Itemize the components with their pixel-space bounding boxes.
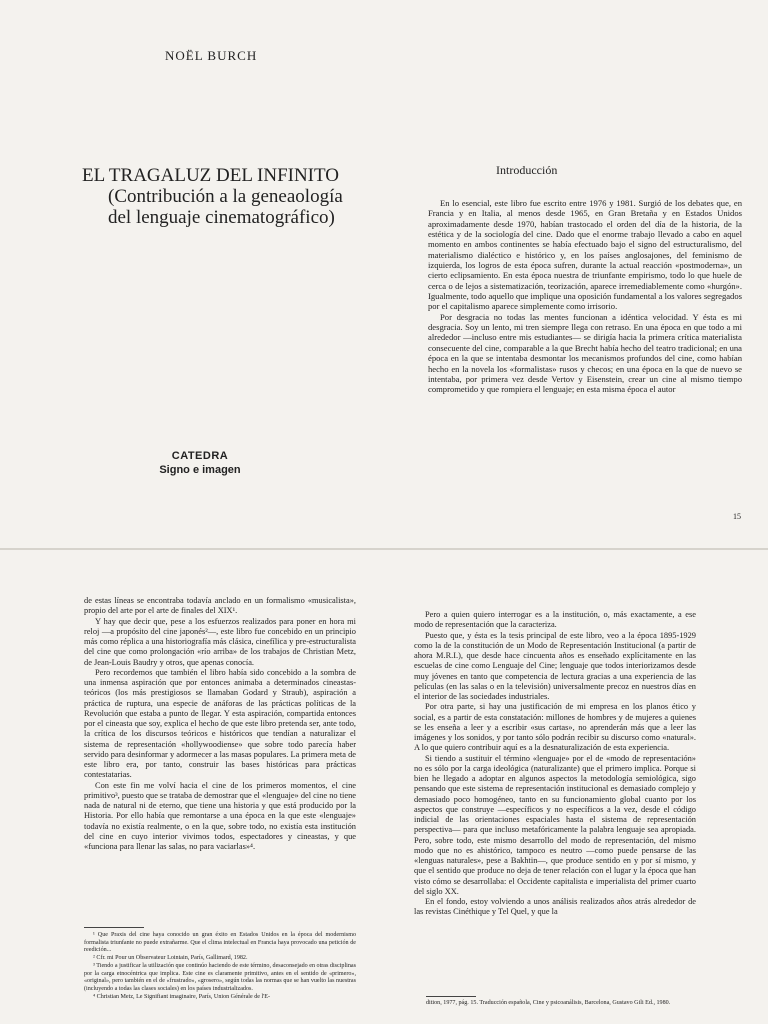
footnote: ² Cfr. mi Pour un Observateur Lointain, París, Gallimard, 1982. [93,955,248,962]
left-footnotes [84,932,356,1001]
body-paragraph: de estas líneas se encontraba todavía anclado en un formalismo «musicalista», propio del arte por el arte de finales del XIX¹. [84,596,356,616]
right-page-body [414,610,696,918]
body-paragraph: Si tiendo a sustituir el término «lenguaje» por el de «modo de representación» no es sólo por la carga ideológica (naturalizante) que el primero implica. Porque si bien he llegado a adoptar en algunos aspectos la metodología semiológica, sigo pensando que este sistema de representación institucional es demasiado complejo y demasiado poco homogéneo, tanto en su funcionamiento global cuanto por los aspectos que construye —específicos y no específicos a la vez, desde el código indicial de las orientaciones espaciales hasta el sistema de representación perspectiva— para que incluso metafóricamente la palabra lenguaje sea apropiada. Pero, sobre todo, este mismo desarrollo del modo de representación, del mismo modo que no es ahistórico, tampoco es neutro —como puede pensarse de las «lenguas naturales», pese a Bakhtin—, que produce sentido en y por sí mismo, y que el sentido que produce no deja de tener relación con el lugar y la época que han visto cómo se desarrollaba: el Occidente capitalista e imperialista del primer cuarto del siglo XX. [414,753,696,896]
series-name: Signo e imagen [159,464,241,476]
body-paragraph: Con este fin me volví hacia el cine de los primeros momentos, el cine primitivo³, puesto que se trataba de demostrar que el «lenguaje» del cine no tiene nada de natural ni de eterno, que tiene una historia y que está producido por la Historia. Por ello había que remontarse a una época en la que este «lenguaje» todavía no existía realmente, o en la que, sobre todo, no existía esta institución del cine en cuyo interior vivimos todos, espectadores y cineastas, y que «funciona para llenar las salas, no para vaciarlas»⁴. [84,780,356,851]
intro-paragraph: En lo esencial, este libro fue escrito entre 1976 y 1981. Surgió de los debates que, en Francia y en Italia, al menos desde 1965, en Gran Bretaña y en Estados Unidos aproximadamente desde 1970, habían trastocado el orden del día de la historia, de la estética y de la sociología del cine. Dado que el enorme trabajo llevado a cabo en aquel momento en ambos continentes se había efectuado bajo el signo del estructuralismo, del materialismo dialéctico e histórico y, en los países anglosajones, del feminismo de izquierda, los logros de esta época sufren, durante la actual reacción «postmoderna», un cierto eclipsamiento. En esta época nuestra de triunfante empirismo, todo lo que huele de cerca o de lejos a sistematización, teorización, aparece irremediablemente como «hurgón». Igualmente, todo aquello que implique una oposición fundamental a los valores segregados por el capitalismo aparece simplemente como irrisorio. [428,198,742,312]
left-page-body [84,596,356,852]
intro-paragraph: Por desgracia no todas las mentes funcionan a idéntica velocidad. Y ésta es mi desgracia. Soy un lento, mi tren siempre llega con retraso. En una época en que todo a mi alrededor —incluso entre mis estudiantes— se dirigía hacia la primera crítica materialista consecuente del cine, comparable a la que Brecht había hecho del teatro tradicional; en una época en la que se intentaba desmontar los mecanismos profundos del cine, como habían hecho en la novela los «formalistas» rusos y checos; en una época en la que de nuevo se intentaba, por primera vez desde Vertov y Eisenstein, crear un cine al mismo tiempo comprometido y que rompiera el lenguaje; en esta misma época el autor [428,311,742,395]
body-paragraph: Y hay que decir que, pese a los esfuerzos realizados para poner en hora mi reloj —a propósito del cine japonés²—, este libro fue concebido en un principio más como réplica a una historiografía más clásica, cinefílica y pre-estructuralista del cine que como prolongación «río arriba» de los trabajos de Christian Metz, de Jean-Louis Baudry y otros, que apenas conocía. [84,616,356,667]
footnote: ³ Tiendo a justificar la utilización que continúo haciendo de este término, desaconsejado en otras disciplinas por la carga etnocéntrica que implica. Este cine es claramente primitivo, antes en el sentido de «primero», «original», pero también en el de «frustrado», «grosero», según todas las normas que se han vuelto las nuestras (incluyendo a todas las clases sociales) en los países industrializados. [84,962,356,992]
footnote: ¹ Que Praxis del cine haya conocido un gran éxito en Estados Unidos en la época del modernismo formalista triunfante no puede extrañarme. Que el clima intelectual en Francia haya provocado una petición de reedición... [84,932,356,954]
publisher-name: CATEDRA [171,450,229,462]
footnote: ⁴ Christian Metz, Le Signifiant imaginaire, París, Union Générale de l'E- [93,993,271,1000]
body-paragraph: En el fondo, estoy volviendo a unos análisis realizados años atrás alrededor de las revistas Cinéthique y Tel Quel, y que la [414,897,696,917]
footnote-rule [84,927,144,928]
subtitle-line-1: (Contribución a la geneaología [108,186,343,207]
right-text-page [384,550,768,1024]
body-paragraph: Pero recordemos que también el libro había sido concebido a la sombra de una inmensa aspiración que por entonces animaba a determinados cineastas-teóricos (los más prestigiosos se llamaban Godard y Straub), aspiración a práctica de ruptura, una especie de anáforas de las prácticas políticas de la Revolución que estaba a punto de llegar. Y esta aspiración, compartida entonces por el cineasta que soy, explica el hecho de que este libro pretenda ser, ante todo, la crítica de los discursos teóricos e históricos que tendían a naturalizar el sistema de representación «hollywoodiense» que sobre todo parecía haber servido para desinformar y adormecer a las masas populares. La primera meta de este libro era, por tanto, construir las bases históricas para prácticas contestatarias. [84,667,356,780]
intro-heading: Introducción [496,163,558,177]
title-main: EL TRAGALUZ DEL INFINITO [82,165,339,186]
intro-body [428,198,742,395]
body-paragraph: Puesto que, y ésta es la tesis principal de este libro, veo a la época 1895-1929 como la de la constitución de un Modo de Representación Institucional (a partir de ahora M.R.I.), que desde hace cincuenta años es enseñado explícitamente en las escuelas de cine como Lenguaje del Cine; lenguaje que todos interiorizamos desde muy jóvenes en tanto que competencia de lectura gracias a una experiencia de las películas (en las salas o en la televisión) universalmente precoz en nuestros días en el interior de las sociedades industriales. [414,630,696,701]
right-footnote: dition, 1977, pág. 15. Traducción española, Cine y psicoanálisis, Barcelona, Gustavo Gili Ed., 1980. [426,1000,671,1006]
footnote-rule [426,996,476,997]
left-text-page [0,550,384,1024]
author-name: NOËL BURCH [165,48,258,63]
body-paragraph: Por otra parte, si hay una justificación de mi empresa en los planos ético y social, es a partir de esta constatación: millones de hombres y de mujeres a quienes se les enseña a leer y a escribir «sus cartas», no aprenderán más que a leer las imágenes y los sonidos, y por tanto sólo podrán recibir su discurso como «natural». A lo que quiero contribuir aquí es a la desnaturalización de esta experiencia. [414,702,696,753]
body-paragraph: Pero a quien quiero interrogar es a la institución, o, más exactamente, a ese modo de representación que la caracteriza. [414,610,696,630]
page-number: 15 [733,512,741,521]
subtitle-line-2: del lenguaje cinematográfico) [108,207,335,228]
